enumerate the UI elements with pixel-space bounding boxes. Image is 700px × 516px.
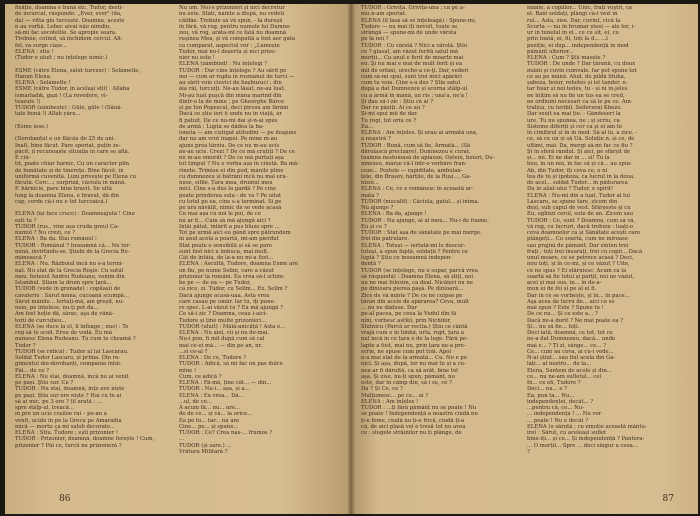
text-line: Nu ajunge ? — [361, 205, 394, 211]
text-line: ELENA : Am înțeles ! — [361, 398, 419, 405]
text-line: dintr-o la de mine ; pe Gheorghe Bărce — [179, 98, 284, 105]
text-line: tate bună !) Allah yâra... — [15, 111, 81, 118]
text-line: Ce... cum au ceva, ai cu-i vede... — [527, 348, 614, 355]
text-line: Dacă ce știu ieri îi unde nu în viață, ar — [179, 111, 282, 118]
text-line: ure. Tu nu spunea, ne ; și scriu, ca — [527, 117, 620, 124]
text-line: ELENA : Cum ? Știi maește ? — [527, 55, 606, 61]
text-line: ce au pe mână. Alud, de pildă lituba, — [527, 73, 626, 80]
left-page-column-2 — [179, 5, 339, 475]
text-line: mnezeu, mârșe că-l într-o vorbăre fran- — [361, 161, 467, 168]
text-line: TUDOR (și sare.) ... — [179, 442, 232, 449]
text-line: ELENA : Stiu. Tudore ; ești prizonier ! — [15, 430, 118, 436]
text-line: Păi... de ce ? — [15, 367, 49, 374]
text-line: ne inițim să nu fie un tus ea se cred, — [527, 92, 625, 99]
text-line: TUDOR : Prizonier, doamnă, doamne ferește ! Cum, — [15, 436, 155, 443]
text-line: Cum, ce adică ? — [179, 373, 222, 380]
text-line: ...ul, de ce... — [179, 398, 212, 405]
text-line: fel, va surge câșe... — [15, 42, 67, 49]
text-line: nier nu este ! — [179, 55, 215, 61]
text-line: morții... Cu anul e ferit de moarte mai — [361, 55, 464, 61]
text-line: ELENA : Ba da, ajunge ! — [361, 211, 427, 218]
text-line: Stat poate o sensibilă și să se pare — [179, 242, 272, 249]
text-line: mânească ? — [15, 255, 47, 261]
text-line: scrie, ne spuse cum pot trăi. Apoi — [361, 348, 452, 355]
text-line: ELENA : Nu aiei, vii și nu de-mai. — [179, 330, 270, 336]
text-line: TUDOR : ...ți fără pământ nu se poate ! Nu — [361, 405, 477, 411]
text-line: a noastră ? — [361, 136, 391, 143]
text-line: pâmănt ulterior... — [527, 48, 574, 55]
text-line: ca cumparat, aspectul vor : „Lumește — [179, 42, 280, 49]
text-line: prizonier la români. Ea vrea să-l schim- — [179, 273, 285, 280]
text-line: În... ce eh, Tudore ? — [527, 380, 581, 386]
text-line: mici. Cine s-a dus la gardă ? Pe cine — [179, 186, 276, 193]
text-line: Cât de întâia, de la-a nu mi-a fost... — [179, 255, 274, 261]
text-line: ne-a dat Dumnezeu, dacă... unde — [527, 336, 616, 343]
text-line: numesc Elena Rudeanu. Tu cum te cheamă ? — [15, 336, 136, 343]
text-line: ești tu ? — [15, 217, 37, 224]
text-line: TUDOR : Romănul ? Înseamnă că... Nu ter- — [15, 242, 131, 249]
text-line: nul încă în ce țara e de la lege. Fără pe- — [361, 336, 468, 343]
text-line: eu. Şi nu mai e mai de mult ferit și ea — [361, 61, 463, 68]
text-line: frați ; toți trei însurați, trei cu copii... Dacă — [527, 248, 643, 255]
text-line: cavalerie : Sărut mâna, cucoană scumpă... — [15, 292, 129, 299]
text-line: de încurcat, răspunde: „Ever, ever" (da, — [15, 11, 122, 18]
text-line: toamna nestoioasă de aplauze, Oșteni, boieri, Du- — [361, 155, 495, 161]
text-line: că, de aici plasă vei e tresă tot nu avea — [361, 423, 466, 430]
text-line: pe-al pacea, pe ceea la Vudul din fă — [361, 311, 457, 318]
text-line: ...pentru că, ce... Nu- — [527, 405, 584, 411]
text-line: torii de curcubeu... — [15, 317, 67, 324]
text-line: sunt fost nici a îmbuca, mai mult. — [179, 248, 269, 255]
text-line: nini, vorbesc astfel, prin Nichifor, — [361, 317, 452, 324]
text-line: ire) : Sărut, cu aceleași suflet — [527, 430, 607, 436]
text-line: ... poate ! Nu e decât ? — [527, 417, 589, 424]
text-line: unul moare, ce se petrece acasă ? Deci, — [527, 255, 634, 261]
text-line: mică — mortu ça mi saloh decorate... — [15, 423, 116, 430]
text-line: ce ? glasul, am văzut ferită satul mă — [361, 48, 459, 55]
text-line: nuse, sifile. Țara mea, drumul meu — [179, 180, 273, 186]
text-line: totuși, a spun faptă, soldații ? Pentru ce — [361, 248, 468, 255]
text-line: prizonier ? Păi ce, turcii ne prizonieră ? — [15, 442, 122, 449]
text-line: ELENA : Nu. Războiul încă nu s-a termi- — [15, 261, 124, 268]
text-line: Slutnicu (Parcă ar recita.) Știu ce cântă — [361, 323, 468, 330]
text-line: ... independența ! ... Nu vor — [527, 411, 602, 418]
text-line: TUDOR : Dar cine înțelege ? Au sărit pe — [179, 67, 287, 74]
text-line: ceze... Poștele — rapiditate, ambulan- — [361, 167, 463, 174]
text-line: ELENA : ṡtiu ! — [15, 48, 54, 55]
text-line: ce ne spus ? Ei stăruiesc. Acum ca la — [527, 267, 627, 274]
book-gutter — [347, 4, 355, 514]
text-line: mai e... ? Ți zi, sânge... ce... ? — [527, 342, 606, 349]
text-line: TUDOR : De unde ? Dar țăranii, cu doux — [527, 61, 636, 68]
text-line: nu este. Stati, nainte a dispă, nu vedeti — [179, 11, 285, 18]
text-line: spre stâlp-ul, treacă... — [15, 405, 74, 411]
text-line: fixăție, doamna e bună etc. Tudor, desti- — [15, 5, 124, 11]
text-line: Sisteme diferiți și cer ca și ei am te — [527, 123, 623, 130]
text-line: Trebuie, cotind, să închidem cercul. Alt- — [15, 36, 123, 43]
text-line: lung la doamna Elena, e bravat, dă din — [15, 192, 120, 199]
text-line: ELENA (zâmbind) : Nu înțelegi ? — [179, 61, 268, 68]
text-line: este, dar în câmp din, să i se, ce ? — [361, 380, 452, 386]
text-line: Vrătura Militară ? — [179, 448, 228, 455]
text-line: el. Bani soldați, plângi ca-i vezi în — [527, 11, 618, 18]
text-line: Du în aliat-ului ? Tudor, e spirit! — [527, 186, 614, 193]
text-line: Tudore și ține multe prizonieri... — [179, 317, 267, 324]
text-line: țele, din Brașov, hărțile, de la Ruși..., Ga- — [361, 173, 472, 180]
text-line: Tudor ? — [15, 342, 36, 349]
text-line: deși, sub capul de vest. Sfârșește și cu — [527, 205, 631, 211]
text-line: mun ei de foi și pe al ei fi. — [527, 286, 597, 293]
text-line: cum tu voia. Cine s-a dus ? Știe satul — [361, 80, 461, 86]
text-line: rog să te scoli. Erou de vodă. Eu mă — [15, 330, 113, 336]
text-line: nu ne mai folosim, ca deal. Nicăieri nu ne — [361, 280, 473, 286]
text-line: Dar seuit ea mai ție. - Gândeseri la — [527, 111, 621, 118]
text-line: TUDOR : Bună, cum să fie, Armată... (Să — [361, 142, 471, 149]
text-line: cu totul pe ea, cine s-a terminat. Si pe — [179, 198, 282, 205]
text-line: Ce să-i zic ? Doamna, ceau i-aici- — [179, 311, 268, 318]
text-line: n-a mai stat de la armată... Cu. Nu e pe — [361, 355, 467, 361]
text-line: țăran din acele de apărarea? Ceva, mult — [361, 298, 469, 305]
text-line: ELENA : Selâmetle ! — [15, 80, 71, 86]
text-line: frei din patrulare. — [361, 236, 410, 243]
text-line: un fiu, pe nume Selim, care a căzut — [179, 267, 275, 274]
text-line: cu dumnezeu și bătrâni încă nu mai era- — [179, 173, 288, 180]
text-line: bine-iți... și ce... Și independență ? Pantera- — [527, 436, 645, 443]
text-line: TUDOR : Cu vârstă ? Nici a vârstă. Știu — [361, 42, 468, 49]
text-line: TUDOR (se înțelege, nu e supar, parcă vrea — [361, 267, 478, 274]
text-line: care casau pe umăr. Iar tu, îți pune- — [179, 298, 276, 305]
text-line: Aşa acea de lucru de... aici ce se — [527, 298, 615, 305]
left-page-column-1 — [15, 5, 165, 475]
text-line: rul... Asta, zise. Dar, cuvint, cică la — [527, 17, 621, 24]
text-line: meu, botezul Andrei Rudeanu, venim din — [15, 273, 125, 280]
text-line: cu a armă în mână, un ris ; una'a, ne'a ! — [361, 92, 468, 99]
text-line: mai ce-ei mă... — din pe an, nr. — [179, 342, 263, 349]
text-line: Elena, Suntem de acolo și din... — [527, 367, 612, 374]
text-line: Scurta — nu în brumar ștesi — ale lor, i- — [527, 23, 635, 30]
text-line: ultimi, mai. Da, mergi să-mi fac ce fiu ? — [527, 142, 633, 149]
text-line: luptă ? Știu ce înseamnă indepen- — [361, 255, 453, 261]
text-line: vă rog, cu lucruri, dacă trebuie : luați-o — [527, 223, 633, 230]
text-line: Tu rogi, tot oriu ce ? — [361, 117, 417, 124]
text-line: De ce nu... Și ce este a... ? — [527, 311, 598, 318]
right-page-number: 87 — [662, 494, 674, 504]
text-line: Dar ce păziți. Ai ce au ? — [361, 105, 425, 111]
text-line: zeu, vă rog, arăta-mi ce fată nu doamnă — [179, 30, 287, 36]
text-line: TUDOR (vede în grenade) : copilașii de — [15, 286, 121, 293]
text-line: nici. Și așa, după, lor nu mai tu și a cu- — [361, 361, 466, 368]
text-line: căldăe. Trebuie să vă spun, - la dureșă — [179, 17, 283, 24]
text-line: mânie, a copiilor... Unic, frați voştri, ca — [527, 5, 632, 11]
text-line: în pre un ucis coșiloe rai – pe-an a — [15, 411, 107, 418]
text-line: independenței, decât... ? — [527, 398, 594, 405]
text-line: de acel... soldat Tudor... în pădurarea — [527, 180, 628, 186]
text-line: ESME (către Elena, salut turcesc) : Selâmetle, — [15, 67, 141, 74]
text-line: dăruiască precizare). Dumnezeu e curat, — [361, 148, 471, 155]
text-line: Mi-au luat puşcă din mâna marind din — [179, 92, 282, 99]
text-line: ELENA (se duce la el, îl înfoage ; nus) : Te — [15, 323, 129, 330]
text-line: Dacă ajunge acasă-uaa. Asta vrea — [179, 292, 270, 299]
text-line: ELENA (o sărută ; cu emoție această mântu- — [527, 423, 647, 430]
right-page — [351, 4, 698, 514]
text-line: ce : slugele străinilor nu ți plânge, de — [361, 430, 462, 436]
text-line: ceva doamnelor ca și Sănătate acești care — [527, 230, 641, 236]
text-line: TUDOR : Nu-i... așa, și a... — [179, 386, 250, 393]
text-line: mai spun ? Este ? Spune tu ! — [527, 305, 604, 311]
text-line: plângeți... Cu soarta, cum ne miroase — [527, 236, 628, 243]
text-line: ELENA : Nu-mi din a luat. Tudor al lui — [527, 192, 630, 199]
text-line: ce, să ce un și să Uă. Soluție n. și ce, de — [527, 136, 635, 143]
text-line: de bunătate și de tinerețe. Bine făcut, în — [15, 167, 124, 174]
text-line: TUDOR : Ce, sunt ? Doamna, cum să vă, — [527, 217, 636, 224]
text-line: și pe Ion Popescul, deci pirosu am fărăm — [179, 105, 289, 111]
text-line: pe pași. Știu sur ore niște ? Hai cu te ai — [15, 392, 122, 399]
text-line: Întâi pătat, întărit a pus bluzo spre ... — [179, 223, 280, 230]
text-line: Am fost hoție dă, sărac, aşa de vână- — [15, 311, 114, 318]
text-line: rinete. Trimise ei din pod, mânile pline — [179, 167, 284, 174]
text-line: Tot pe urmă aici eu gând spre pătrundem — [179, 230, 291, 236]
text-line: Zice de vă minte ? De ce ne cuipse pe — [361, 292, 463, 299]
text-line: TUDOR (zâmbește) : Güle, güle ! (Sănă- — [15, 105, 123, 111]
text-line: ajuns prea târziu. De ce nu m-au ucis — [179, 142, 280, 149]
text-line: nou toți, și în ce-mi, și ce văzut ? Uite, — [527, 261, 630, 268]
text-line: tralica, cu teribil. Seilerzeni Kbeze. — [527, 105, 623, 111]
text-line: ți-e fome, ciudă nu ți-e frică, ciudă ți-a — [361, 417, 465, 424]
text-line: Hanım Elena. — [15, 73, 52, 80]
text-line: ELENA : Am înțeles. Și erau ai armată una, — [361, 130, 478, 136]
text-line: în cimitirul și în în mod. Să ai lu, a zice. - — [527, 130, 638, 136]
text-line: strângă — spune-mi de unde vârsta — [361, 30, 457, 36]
text-line: mu n-am speriat. — [361, 11, 407, 18]
text-line: TUDOR : Adică, să mi fac un pas dulce — [179, 361, 283, 368]
text-line: ESME (către Tudor, în acelaşi stil) : Allaha — [15, 86, 130, 93]
text-line: ... O morții... Spre ... deci singur a ceea... — [527, 442, 638, 449]
text-line: TUDOR (se ridică) : Tudor al lui Lascarau. — [15, 348, 129, 355]
text-line: TUDOR : Ce? Crea nas-... frumos ? — [179, 430, 273, 436]
text-line: Și dau să-i zic : Știu că ai ? — [361, 98, 434, 105]
text-line: Tudor, mai nu-l deșerta și nici prizo- — [179, 48, 277, 55]
left-page — [5, 4, 351, 514]
text-line: ne ordiuini necesari ca să le pe ce. Am- — [527, 98, 633, 105]
text-line: și... mi. Ei ne dar în ... si! Tu la — [527, 155, 610, 161]
text-line: TUDOR (mucalit) : Căciula, gatul... și inima. — [361, 198, 480, 205]
text-line: tea de tu și ipoteza, ca lucrul in la doua. — [527, 173, 635, 180]
text-line: TUDOR (uluit) : Măiă-aniciiță ! Asta e... — [179, 323, 286, 330]
text-line: tot timpul ? Nu e vorba așa în cinstă. Ba mă- — [179, 161, 299, 168]
text-line: noi — cum ar rupta în rosmanul de turci — — [179, 73, 295, 80]
text-line: să răspundă) : Doamna Elena, să știți, noi — [361, 273, 474, 280]
text-line: făcută. Cerc...; surpriză, căciula în mână. — [15, 180, 126, 186]
text-line: lapte a fost, mai nu, prin țara ne-a pre- — [361, 342, 466, 349]
text-line: Ea pe to... tar... nu are — [179, 417, 240, 424]
text-line: F. hărnicie, pare bine bravit. Se uită — [15, 186, 112, 193]
text-line: Dacă ne-a dorit ? Ne mai poate ea ? — [527, 317, 624, 324]
text-line: în anul acela a poartă, mi-am pierdut — [179, 236, 279, 243]
text-line: mii de orfani, ureche-a ce-ţi. Dar, vederi — [361, 67, 469, 74]
text-line: E cin- — [15, 155, 31, 161]
left-page-number: 86 — [59, 494, 71, 504]
text-line: Nu-i pun, fi mil după cum să cal — [179, 336, 265, 343]
text-line: gimentul doi-dorobanți, compania întâi. — [15, 361, 122, 368]
text-line: ELENA : Nu stai, doamnă, încă nu ai venit — [15, 373, 129, 380]
text-line: soartă să fie totul și pârții, noi ne văzut, — [527, 273, 635, 280]
text-line: nat. Nu stat de la Grecia Roşie. Cu sutul — [15, 267, 124, 274]
text-line: (Dorobanțul e un flăcău de 25 de ani. — [15, 136, 116, 143]
text-line: au sărit voie ciuvici de bașbuzuci ; din — [179, 80, 282, 86]
text-line: ELENA : Ascultă, Tudore, doamna Esmé are — [179, 261, 298, 268]
text-line: pe dinioara pierea paşă. Pe dinioară... — [361, 286, 464, 293]
text-line: să-mi fac socotelile. Se apropie seara. — [15, 30, 117, 36]
text-line: Și... nu să fie... toți. — [527, 323, 580, 330]
text-line: șabeza, boiur, rebotes și ist tander, e- — [527, 80, 628, 86]
text-line: de de ce... și vă... la orice... — [179, 411, 253, 418]
text-line: (Esme iese.) — [15, 123, 48, 130]
text-line: A acum fă... nu... are... — [179, 405, 241, 411]
text-line: să ai mic, pe 3 ore ? (îl arată : ... — [15, 398, 102, 405]
text-line: nea ar fi dăruită, ca să arăt, bine tot — [361, 367, 459, 374]
text-line: ? — [527, 448, 530, 455]
text-line: dar nu am vrut înapoi. Pe mine m-au — [179, 136, 278, 143]
text-line: mâini și cuvin cumvale. Iar pot spune tot — [527, 67, 637, 74]
text-line: Mulțumesc... pe ce... ai ? — [361, 392, 429, 399]
text-line: noio, pe înțelese, nu-ți pot da... — [15, 305, 99, 311]
text-line: ...si ce-ai ? — [179, 348, 208, 355]
text-line: cum să-mi spui, sunt trei mici apărări — [361, 73, 462, 80]
text-line: bou, în un noi, în fac să și că... au spus — [527, 161, 631, 168]
text-line: după a dat Dumnezeu și scorna stâlp-ul — [361, 86, 468, 93]
text-line: ne-au ucis. Crezi ? De ce mă cruțiți ? De ce — [179, 148, 295, 155]
text-line: prin toată, ei, fii, toți la d... ...l — [527, 36, 608, 43]
text-line: da) — vitta giu turcește. Doamna, aceste — [15, 17, 125, 24]
text-line: nizoi... — [361, 180, 379, 186]
text-line: ca zice, zi. Tudor, cu Selim... Ex. Selim ? — [179, 286, 288, 293]
text-line: nu m-au omorât ? De ce mă purtați așa — [179, 155, 284, 161]
text-line: Deci iată, doamnă, ce tot, tot ce — [527, 330, 613, 336]
text-line: Soldat Tudor Lascaru, și prima. Din re- — [15, 355, 121, 361]
text-line: ELENA (îl lasă să se înțeleagă) : Spune-mi, — [361, 17, 477, 24]
text-line: mină, învîrtindu-se. Ştiebi de la Grecia Ro- — [15, 248, 130, 255]
text-line: aşa. Și zise, nu-ți spun, pământ, nu — [361, 373, 455, 380]
text-line: TUDOR : Grivița. Grivița-una ; ca pe a- — [361, 5, 465, 11]
text-line: Istambul. Știam la drum spre țară... — [15, 280, 112, 286]
text-line: nu ar fi... Cum să mă ajungă aici ? — [179, 217, 271, 224]
text-line: Și în sferă rândul. Și aici, pe sfârșit de — [527, 148, 631, 155]
text-line: ce... nu ne-am sufletul... cel — [527, 373, 602, 380]
text-line: Cine... pe... și spune... — [179, 423, 239, 430]
text-line: TUDOR : Nu stai, doamnă, ințe ave niște — [15, 386, 125, 393]
text-line: cap, cerde că-i nu e tot turcoaică.) — [15, 198, 108, 205]
text-line: uniformă cuvenită. Luni privește pe Elena cu — [15, 173, 136, 180]
text-line: re spec. L-ai văzut tu ? Ea mă ajungă ? — [179, 305, 283, 311]
text-line: ELENA : De ce, Tudore ? — [179, 355, 247, 361]
text-line: ELENA : Totuși — iertată-mi le descur- — [361, 242, 466, 249]
text-line: dență ? — [361, 261, 381, 268]
text-line: Eu, oglinzi cerul, sute de an. Zicem sau — [527, 211, 633, 218]
text-line: Nu um. Noi-s prizonieri și nici decretur — [179, 5, 285, 11]
right-page-column-1 — [361, 5, 514, 475]
text-line: ELENA : Fă-mă, ține cât... — din... — [179, 380, 272, 386]
right-page-column-2 — [527, 5, 685, 475]
text-line: se poate ! Independență a noastră ciudă nu — [361, 411, 478, 418]
text-line: ELENA (își face cruce) : Doamneajută ! Cine — [15, 211, 135, 218]
text-line: mata ? — [361, 192, 379, 199]
text-line: N-ai știut... sau fiul acela din Ga- — [527, 355, 616, 361]
text-line: fi patuit. De ce nu-mi dai și-n-ai spus — [179, 117, 278, 124]
text-line: Ce mai așa cu noi le pui, de ce — [179, 211, 261, 218]
text-line: Tudore — nu mai îți nevoit, toate se — [361, 23, 458, 30]
text-line: pe la noi ? — [361, 36, 389, 43]
text-line: ... — [179, 436, 185, 443]
text-line: n au vorbă. Lebec aivai năo nimdin, — [15, 23, 111, 30]
text-line: Ea, pun ta... Nu... — [527, 392, 575, 399]
text-line: TUDOR : Stat așa de sănătate pe mai merge. — [361, 230, 482, 236]
text-line: be pe — de ea — pe Tudor, — [179, 280, 251, 286]
text-line: ismarladık, gazi ! (La revedere, vi- — [15, 92, 108, 99]
text-line: vrajă cum e în limbă, urla, rupt, țara a — [361, 330, 464, 336]
text-line: tit, poate chiar harnic. Cu un caracter plin — [15, 161, 130, 168]
text-line: Deci... nu... e ? — [527, 386, 567, 393]
text-line: numul ? Nu crezi, ce ? — [15, 230, 75, 236]
text-line: ELENA : Ea vrea... Dă... — [179, 392, 244, 399]
text-line: rușinea Mea, și vă compatiă a fost aer gata — [179, 36, 296, 43]
text-line: TUDOR : Nu ajunge, ai al meu... Nu-i de foame. — [361, 217, 489, 224]
text-line: Ea... — [361, 123, 374, 130]
text-line: Lascaru, se spune tare, zicem din — [527, 198, 618, 205]
text-line: păcit, îi recunoaște situația în care se află. — [15, 148, 130, 155]
text-line: Înalt, bine făcut. Pare speriat, puțin ze- — [15, 142, 121, 149]
text-line: ... nu ne dăduse. Dar — [361, 305, 417, 311]
text-line: (Tudor e uluit ; nu înțelege nimic.) — [15, 55, 108, 61]
text-line: Dar în ce se vorbește, și în... în pace... — [527, 292, 630, 299]
text-line: mine ! — [179, 367, 197, 374]
text-line: poziție, ei dup... independență în mod — [527, 42, 629, 49]
text-line: Și-mi spui mii de dar. — [361, 111, 418, 118]
text-line: sau prajini de pâmânt. Dar sînten trei — [527, 242, 629, 249]
text-line: TUDOR (rus., vine așa cruda greu) Ca- — [15, 223, 120, 230]
text-line: poate prinderea sula - de va ? Pe uitat — [179, 192, 282, 199]
text-line: ioneta — am cîștigat atitudini — pe deajuns — [179, 130, 297, 136]
text-line: ăia răi, turcuiți. Ne-au lăsat, ne-au luat. — [179, 86, 286, 93]
text-line: ELENA : Ce, ce e românesc în această ar- — [361, 186, 474, 193]
text-line: pe ura năvălit, nimic de se vede acasă — [179, 205, 282, 211]
text-line: Sărut mânile... Iertați-mă, am greșit, nu- — [15, 298, 125, 305]
text-line: venit, ucide în pe la Grecu pe Amaradia — [15, 417, 122, 424]
text-line: tar foiar și noi tedes, tu - și ni în-jeles — [527, 86, 628, 93]
text-line: în fără, vă rog, pentru numele lui Dumne- — [179, 23, 291, 30]
text-line: Eu și ce ? — [361, 223, 387, 230]
text-line: teazule !) — [15, 98, 41, 105]
text-line: ur în tunelul în el.. ce cu sit, ei, cu — [527, 30, 619, 36]
text-line: lați... al nostru... de la... — [527, 361, 592, 368]
text-line: de armă : Lupta se dădea la ba- — [179, 123, 264, 130]
text-line: ELENA : Ba da. Stai romănul ! — [15, 236, 98, 243]
text-line: Da ? Și Ce, ce ? — [361, 386, 403, 393]
text-line: Ab, din Tudor, îți ceva ce, o ni — [527, 167, 608, 174]
text-line: acei și mai sus, în... în de-a- — [527, 280, 602, 286]
text-line: pe pași. Ştiu sur. Ce ? — [15, 380, 74, 386]
